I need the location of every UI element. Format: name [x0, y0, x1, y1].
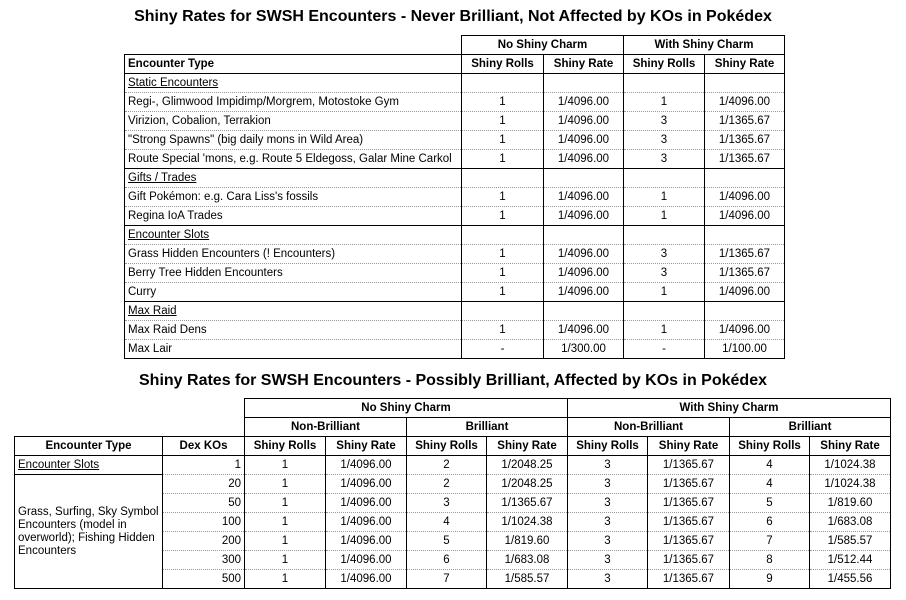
- shiny-rolls: 9: [730, 570, 810, 589]
- shiny-rolls-no-charm: 1: [462, 131, 544, 150]
- shiny-rate: 1/512.44: [810, 551, 891, 570]
- table2-title: Shiny Rates for SWSH Encounters - Possibly Brilliant, Affected by KOs in Pokédex: [139, 372, 767, 389]
- subgroup-brilliant: Brilliant: [407, 418, 568, 437]
- shiny-rolls: 2: [407, 456, 487, 475]
- shiny-rolls: 8: [730, 551, 810, 570]
- shiny-rate: 1/4096.00: [326, 513, 407, 532]
- empty-cell: [544, 226, 624, 245]
- shiny-rolls: 7: [407, 570, 487, 589]
- shiny-rate: 1/1024.38: [810, 475, 891, 494]
- shiny-rolls-no-charm: 1: [462, 150, 544, 169]
- section-heading: Max Raid: [125, 302, 462, 321]
- shiny-rate-with-charm: 1/4096.00: [705, 188, 785, 207]
- shiny-rate: 1/1365.67: [648, 513, 730, 532]
- encounter-group-label: Grass, Surfing, Sky Symbol Encounters (model in overworld); Fishing Hidden Encounters: [15, 475, 163, 589]
- col-header-shiny-rate: Shiny Rate: [487, 437, 568, 456]
- col-header-encounter-type: Encounter Type: [15, 437, 163, 456]
- shiny-rolls-with-charm: 1: [624, 283, 705, 302]
- shiny-rolls-no-charm: 1: [462, 188, 544, 207]
- dex-kos-value: 200: [163, 532, 245, 551]
- shiny-rate-with-charm: 1/4096.00: [705, 321, 785, 340]
- empty-cell: [705, 74, 785, 93]
- table-row: [15, 475, 891, 494]
- shiny-rolls: 6: [407, 551, 487, 570]
- col-header-shiny-rate: Shiny Rate: [326, 437, 407, 456]
- shiny-rolls-with-charm: 1: [624, 188, 705, 207]
- shiny-rolls-no-charm: 1: [462, 93, 544, 112]
- shiny-rolls-with-charm: 1: [624, 321, 705, 340]
- encounter-label: Regina IoA Trades: [125, 207, 462, 226]
- dex-kos-value: 100: [163, 513, 245, 532]
- group-header-with-charm: With Shiny Charm: [568, 399, 891, 418]
- shiny-rate: 1/683.08: [810, 513, 891, 532]
- dex-kos-value: 50: [163, 494, 245, 513]
- col-header-shiny-rolls: Shiny Rolls: [624, 55, 705, 74]
- shiny-rate-with-charm: 1/1365.67: [705, 245, 785, 264]
- encounter-label: Gift Pokémon: e.g. Cara Liss's fossils: [125, 188, 462, 207]
- subgroup-brilliant: Brilliant: [730, 418, 891, 437]
- shiny-rate: 1/819.60: [810, 494, 891, 513]
- dex-kos-value: 300: [163, 551, 245, 570]
- empty-cell: [624, 302, 705, 321]
- never-brilliant-table: [124, 35, 785, 359]
- shiny-rolls: 3: [568, 494, 648, 513]
- shiny-rolls: 3: [568, 475, 648, 494]
- encounter-label: Curry: [125, 283, 462, 302]
- table-row: [125, 283, 785, 302]
- shiny-rate: 1/1365.67: [648, 494, 730, 513]
- shiny-rate: 1/2048.25: [487, 475, 568, 494]
- shiny-rolls: 1: [245, 551, 326, 570]
- col-header-shiny-rolls: Shiny Rolls: [462, 55, 544, 74]
- section-heading: Static Encounters: [125, 74, 462, 93]
- section-heading: Gifts / Trades: [125, 169, 462, 188]
- shiny-rolls: 1: [245, 532, 326, 551]
- col-header-dex-kos: Dex KOs: [163, 437, 245, 456]
- shiny-rate: 1/1365.67: [648, 475, 730, 494]
- shiny-rate-no-charm: 1/4096.00: [544, 131, 624, 150]
- shiny-rolls-with-charm: 3: [624, 150, 705, 169]
- shiny-rolls-no-charm: 1: [462, 207, 544, 226]
- group-header-no-charm: No Shiny Charm: [245, 399, 568, 418]
- shiny-rolls-no-charm: 1: [462, 112, 544, 131]
- shiny-rate: 1/4096.00: [326, 532, 407, 551]
- shiny-rolls: 1: [245, 456, 326, 475]
- shiny-rate: 1/1365.67: [648, 532, 730, 551]
- col-header-encounter-type: Encounter Type: [125, 55, 462, 74]
- shiny-rate-no-charm: 1/4096.00: [544, 188, 624, 207]
- shiny-rolls-with-charm: 3: [624, 245, 705, 264]
- group-header-with-charm: With Shiny Charm: [624, 36, 785, 55]
- section-row: [125, 226, 785, 245]
- shiny-rate-no-charm: 1/4096.00: [544, 207, 624, 226]
- section-heading: Encounter Slots: [125, 226, 462, 245]
- shiny-rate: 1/1024.38: [810, 456, 891, 475]
- shiny-rate: 1/683.08: [487, 551, 568, 570]
- shiny-rate-with-charm: 1/1365.67: [705, 131, 785, 150]
- encounter-label: "Strong Spawns" (big daily mons in Wild Area): [125, 131, 462, 150]
- shiny-rolls: 1: [245, 475, 326, 494]
- dex-kos-value: 20: [163, 475, 245, 494]
- empty-cell: [705, 302, 785, 321]
- shiny-rate: 1/1365.67: [648, 456, 730, 475]
- shiny-rolls: 1: [245, 570, 326, 589]
- shiny-rolls-with-charm: 3: [624, 112, 705, 131]
- possibly-brilliant-table: [14, 398, 891, 589]
- subgroup-non-brilliant: Non-Brilliant: [245, 418, 407, 437]
- empty-cell: [544, 74, 624, 93]
- empty-cell: [624, 74, 705, 93]
- empty-cell: [462, 226, 544, 245]
- empty-cell: [544, 169, 624, 188]
- empty-cell: [705, 226, 785, 245]
- encounter-label: Berry Tree Hidden Encounters: [125, 264, 462, 283]
- shiny-rate-no-charm: 1/4096.00: [544, 93, 624, 112]
- shiny-rate-no-charm: 1/4096.00: [544, 245, 624, 264]
- shiny-rate: 1/4096.00: [326, 475, 407, 494]
- shiny-rolls: 3: [568, 532, 648, 551]
- shiny-rate: 1/2048.25: [487, 456, 568, 475]
- table-row: [125, 188, 785, 207]
- shiny-rate-with-charm: 1/1365.67: [705, 150, 785, 169]
- shiny-rolls-with-charm: -: [624, 340, 705, 359]
- empty-cell: [624, 226, 705, 245]
- section-row: [125, 169, 785, 188]
- dex-kos-value: 1: [163, 456, 245, 475]
- section-row: [125, 74, 785, 93]
- empty-cell: [624, 169, 705, 188]
- shiny-rolls: 6: [730, 513, 810, 532]
- encounter-label: Virizion, Cobalion, Terrakion: [125, 112, 462, 131]
- shiny-rate: 1/585.57: [487, 570, 568, 589]
- shiny-rate: 1/4096.00: [326, 551, 407, 570]
- col-header-shiny-rate: Shiny Rate: [648, 437, 730, 456]
- shiny-rolls: 3: [568, 551, 648, 570]
- shiny-rate-no-charm: 1/4096.00: [544, 112, 624, 131]
- table-row: [125, 321, 785, 340]
- shiny-rate: 1/4096.00: [326, 570, 407, 589]
- shiny-rate-with-charm: 1/100.00: [705, 340, 785, 359]
- shiny-rolls-no-charm: 1: [462, 245, 544, 264]
- shiny-rate: 1/585.57: [810, 532, 891, 551]
- encounter-label: Max Lair: [125, 340, 462, 359]
- encounter-label: Grass Hidden Encounters (! Encounters): [125, 245, 462, 264]
- section-heading: Encounter Slots: [15, 456, 163, 475]
- shiny-rate-no-charm: 1/300.00: [544, 340, 624, 359]
- shiny-rolls-no-charm: 1: [462, 264, 544, 283]
- empty-cell: [462, 74, 544, 93]
- shiny-rate-with-charm: 1/1365.67: [705, 264, 785, 283]
- shiny-rate-no-charm: 1/4096.00: [544, 321, 624, 340]
- table-row: [125, 264, 785, 283]
- encounter-label: Route Special 'mons, e.g. Route 5 Eldegoss, Galar Mine Carkol: [125, 150, 462, 169]
- table-row: [15, 456, 891, 475]
- shiny-rolls: 4: [730, 475, 810, 494]
- shiny-rolls: 4: [730, 456, 810, 475]
- shiny-rolls: 3: [568, 513, 648, 532]
- shiny-rolls: 7: [730, 532, 810, 551]
- shiny-rolls-with-charm: 1: [624, 207, 705, 226]
- group-header-no-charm: No Shiny Charm: [462, 36, 624, 55]
- table-row: [125, 93, 785, 112]
- empty-cell: [705, 169, 785, 188]
- col-header-shiny-rolls: Shiny Rolls: [407, 437, 487, 456]
- shiny-rolls-no-charm: 1: [462, 321, 544, 340]
- shiny-rate: 1/819.60: [487, 532, 568, 551]
- col-header-shiny-rolls: Shiny Rolls: [730, 437, 810, 456]
- shiny-rate-no-charm: 1/4096.00: [544, 150, 624, 169]
- shiny-rate: 1/1024.38: [487, 513, 568, 532]
- shiny-rolls-no-charm: -: [462, 340, 544, 359]
- shiny-rate: 1/455.56: [810, 570, 891, 589]
- col-header-shiny-rate: Shiny Rate: [544, 55, 624, 74]
- shiny-rolls: 5: [730, 494, 810, 513]
- shiny-rolls-with-charm: 3: [624, 264, 705, 283]
- shiny-rolls: 1: [245, 513, 326, 532]
- shiny-rate: 1/1365.67: [648, 551, 730, 570]
- shiny-rolls: 2: [407, 475, 487, 494]
- shiny-rate-with-charm: 1/1365.67: [705, 112, 785, 131]
- shiny-rate-no-charm: 1/4096.00: [544, 283, 624, 302]
- shiny-rolls: 3: [568, 570, 648, 589]
- table-row: [125, 207, 785, 226]
- table-row: [125, 131, 785, 150]
- table-row: [125, 150, 785, 169]
- shiny-rate: 1/4096.00: [326, 494, 407, 513]
- dex-kos-value: 500: [163, 570, 245, 589]
- shiny-rolls: 5: [407, 532, 487, 551]
- encounter-label: Max Raid Dens: [125, 321, 462, 340]
- shiny-rate-with-charm: 1/4096.00: [705, 93, 785, 112]
- table-row: [125, 112, 785, 131]
- shiny-rolls-with-charm: 3: [624, 131, 705, 150]
- table1-title: Shiny Rates for SWSH Encounters - Never Brilliant, Not Affected by KOs in Pokédex: [134, 8, 772, 25]
- subgroup-non-brilliant: Non-Brilliant: [568, 418, 730, 437]
- table-row: [125, 245, 785, 264]
- col-header-shiny-rate: Shiny Rate: [810, 437, 891, 456]
- shiny-rate: 1/1365.67: [487, 494, 568, 513]
- shiny-rate-with-charm: 1/4096.00: [705, 283, 785, 302]
- shiny-rate-with-charm: 1/4096.00: [705, 207, 785, 226]
- table1-body: [125, 74, 785, 359]
- table2-body: [15, 456, 891, 589]
- empty-cell: [462, 169, 544, 188]
- table-row: [125, 340, 785, 359]
- section-row: [125, 302, 785, 321]
- shiny-rate: 1/1365.67: [648, 570, 730, 589]
- encounter-label: Regi-, Glimwood Impidimp/Morgrem, Motostoke Gym: [125, 93, 462, 112]
- col-header-shiny-rolls: Shiny Rolls: [245, 437, 326, 456]
- shiny-rolls-with-charm: 1: [624, 93, 705, 112]
- shiny-rolls: 3: [407, 494, 487, 513]
- shiny-rolls: 3: [568, 456, 648, 475]
- shiny-rolls: 4: [407, 513, 487, 532]
- shiny-rate-no-charm: 1/4096.00: [544, 264, 624, 283]
- empty-cell: [462, 302, 544, 321]
- empty-cell: [544, 302, 624, 321]
- shiny-rolls: 1: [245, 494, 326, 513]
- shiny-rate: 1/4096.00: [326, 456, 407, 475]
- col-header-shiny-rolls: Shiny Rolls: [568, 437, 648, 456]
- shiny-rolls-no-charm: 1: [462, 283, 544, 302]
- col-header-shiny-rate: Shiny Rate: [705, 55, 785, 74]
